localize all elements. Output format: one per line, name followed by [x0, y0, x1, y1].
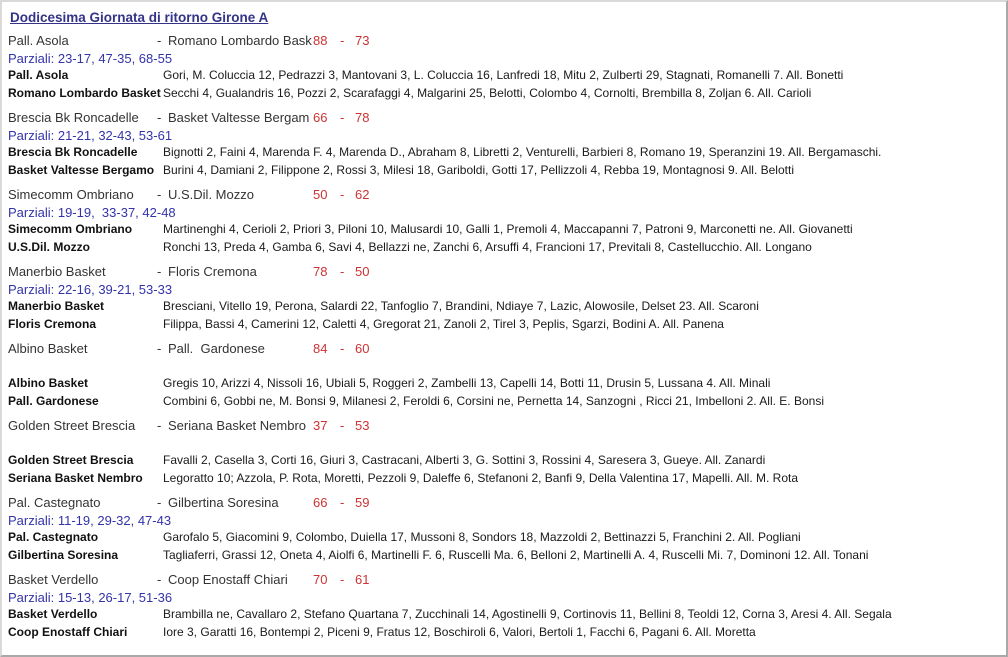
game-result-block	[8, 417, 1004, 494]
roster-away-team-name: Romano Lombardo Basket	[8, 86, 161, 100]
roster-home-team-name: Manerbio Basket	[8, 299, 105, 313]
partials-text: Parziali: 19-19, 33-37, 42-48	[8, 205, 176, 220]
roster-home-players: Gregis 10, Arizzi 4, Nissoli 16, Ubiali 5, Roggeri 2, Zambelli 13, Capelli 14, Botti 11, Drusin 5, Lussana 4. All. Minali	[163, 376, 771, 390]
away-team-name: Coop Enostaff Chiari	[168, 572, 288, 587]
game-result-block	[8, 571, 1004, 648]
roster-home-team-name: Golden Street Brescia	[8, 453, 134, 467]
away-roster-row	[8, 162, 1004, 179]
partials-row	[8, 358, 1004, 375]
team-separator-dash: -	[157, 495, 162, 510]
home-team-name: Manerbio Basket	[8, 264, 106, 279]
partials-text: Parziali: 22-16, 39-21, 53-33	[8, 282, 173, 297]
home-team-name: Albino Basket	[8, 341, 88, 356]
game-result-block	[8, 263, 1004, 340]
home-team-name: Basket Verdello	[8, 572, 99, 587]
partials-row	[8, 50, 1004, 67]
fixture-row	[8, 263, 1004, 280]
roster-home-players: Garofalo 5, Giacomini 9, Colombo, Duiella 17, Mussoni 8, Sondors 18, Mazzoldi 2, Bettinazzi 5, Franchini 2. All. Pogliani	[163, 530, 801, 544]
roster-away-players: Legoratto 10; Azzola, P. Rota, Moretti, Pezzoli 9, Daleffe 6, Stefanoni 2, Banfi 9, Della Valentina 17, Mapelli. All. M. Rota	[163, 471, 799, 485]
score-separator-dash: -	[340, 418, 345, 433]
roster-home-team-name: Basket Verdello	[8, 607, 98, 621]
fixture-row	[8, 109, 1004, 126]
partials-text: Parziali: 23-17, 47-35, 68-55	[8, 51, 173, 66]
home-score: 78	[313, 264, 328, 279]
team-separator-dash: -	[157, 341, 162, 356]
home-roster-row	[8, 298, 1004, 315]
score-separator-dash: -	[340, 187, 345, 202]
away-team-name: Floris Cremona	[168, 264, 257, 279]
home-team-name: Golden Street Brescia	[8, 418, 136, 433]
home-score: 66	[313, 110, 328, 125]
roster-away-team-name: Basket Valtesse Bergamo	[8, 163, 155, 177]
partials-text: Parziali: 11-19, 29-32, 47-43	[8, 513, 172, 528]
game-result-block	[8, 494, 1004, 571]
away-score: 53	[355, 418, 370, 433]
away-roster-row	[8, 239, 1004, 256]
away-roster-row	[8, 85, 1004, 102]
team-separator-dash: -	[157, 418, 162, 433]
home-score: 88	[313, 33, 328, 48]
home-score: 37	[313, 418, 328, 433]
team-separator-dash: -	[157, 187, 162, 202]
roster-away-team-name: Pall. Gardonese	[8, 394, 99, 408]
game-result-block	[8, 32, 1004, 109]
away-score: 61	[355, 572, 370, 587]
home-roster-row	[8, 452, 1004, 469]
away-roster-row	[8, 547, 1004, 564]
roster-home-players: Bignotti 2, Faini 4, Marenda F. 4, Marenda D., Abraham 8, Libretti 2, Venturelli, Barbieri 8, Romano 19, Speranzini 19. All. Bergamaschi.	[163, 145, 882, 159]
round-title[interactable]: Dodicesima Giornata di ritorno Girone A	[10, 10, 269, 25]
home-score: 70	[313, 572, 328, 587]
away-team-name: Romano Lombardo Bask	[168, 33, 312, 48]
home-roster-row	[8, 221, 1004, 238]
score-separator-dash: -	[340, 264, 345, 279]
roster-home-players: Favalli 2, Casella 3, Corti 16, Giuri 3, Castracani, Alberti 3, G. Sottini 3, Rossini 4, Saresera 3, Gueye. All. Zanardi	[163, 453, 766, 467]
away-score: 59	[355, 495, 370, 510]
fixture-row	[8, 340, 1004, 357]
partials-row	[8, 281, 1004, 298]
team-separator-dash: -	[157, 572, 162, 587]
away-team-name: Pall. Gardonese	[168, 341, 265, 356]
roster-away-team-name: Floris Cremona	[8, 317, 97, 331]
home-team-name: Pal. Castegnato	[8, 495, 101, 510]
home-roster-row	[8, 375, 1004, 392]
away-score: 62	[355, 187, 370, 202]
score-separator-dash: -	[340, 341, 345, 356]
score-separator-dash: -	[340, 110, 345, 125]
away-roster-row	[8, 316, 1004, 333]
home-team-name: Simecomm Ombriano	[8, 187, 134, 202]
team-separator-dash: -	[157, 33, 162, 48]
partials-text: Parziali: 15-13, 26-17, 51-36	[8, 590, 173, 605]
away-team-name: U.S.Dil. Mozzo	[168, 187, 254, 202]
fixture-row	[8, 571, 1004, 588]
roster-away-team-name: U.S.Dil. Mozzo	[8, 240, 90, 254]
roster-home-players: Bresciani, Vitello 19, Perona, Salardi 22, Tanfoglio 7, Brandini, Ndiaye 7, Lazic, Alowosile, Delset 23. All. Scaroni	[163, 299, 759, 313]
roster-home-team-name: Pal. Castegnato	[8, 530, 99, 544]
away-roster-row	[8, 393, 1004, 410]
game-result-block	[8, 340, 1004, 417]
home-team-name: Brescia Bk Roncadelle	[8, 110, 139, 125]
team-separator-dash: -	[157, 110, 162, 125]
roster-away-players: Burini 4, Damiani 2, Filippone 2, Rossi 3, Milesi 18, Gariboldi, Gotti 17, Pellizzoli 4, Rebba 19, Montagnosi 9. All. Belotti	[163, 163, 794, 177]
score-separator-dash: -	[340, 495, 345, 510]
roster-home-players: Martinenghi 4, Cerioli 2, Priori 3, Piloni 10, Malusardi 10, Galli 1, Premoli 4, Maccapanni 7, Patroni 9, Marconetti ne. All. Giovanetti	[163, 222, 853, 236]
away-roster-row	[8, 624, 1004, 641]
roster-away-players: Filippa, Bassi 4, Camerini 12, Caletti 4, Gregorat 21, Zanoli 2, Tirel 3, Peplis, Sgarzi, Bodini A. All. Panena	[163, 317, 724, 331]
away-score: 50	[355, 264, 370, 279]
partials-row	[8, 204, 1004, 221]
home-team-name: Pall. Asola	[8, 33, 69, 48]
partials-row	[8, 127, 1004, 144]
partials-row	[8, 589, 1004, 606]
home-score: 50	[313, 187, 328, 202]
home-score: 66	[313, 495, 328, 510]
fixture-row	[8, 32, 1004, 49]
roster-home-players: Brambilla ne, Cavallaro 2, Stefano Quartana 7, Zucchinali 14, Agostinelli 9, Cortinovis 11, Bellini 8, Teoldi 12, Corna 3, Aresi 4. All. Segala	[163, 607, 892, 621]
away-team-name: Basket Valtesse Bergam	[168, 110, 310, 125]
roster-home-players: Gori, M. Coluccia 12, Pedrazzi 3, Mantovani 3, L. Coluccia 16, Lanfredi 18, Mitu 2, Zulberti 29, Stagnati, Romanelli 7. All. Bonetti	[163, 68, 844, 82]
game-result-block	[8, 109, 1004, 186]
away-roster-row	[8, 470, 1004, 487]
roster-away-team-name: Coop Enostaff Chiari	[8, 625, 128, 639]
home-score: 84	[313, 341, 328, 356]
roster-away-team-name: Gilbertina Soresina	[8, 548, 119, 562]
roster-home-team-name: Pall. Asola	[8, 68, 69, 82]
roster-away-players: Ronchi 13, Preda 4, Gamba 6, Savi 4, Bellazzi ne, Zanchi 6, Arsuffi 4, Francioni 17, Previtali 8, Castellucchio. All. Longano	[163, 240, 812, 254]
partials-row	[8, 435, 1004, 452]
roster-home-team-name: Albino Basket	[8, 376, 89, 390]
score-separator-dash: -	[340, 572, 345, 587]
home-roster-row	[8, 67, 1004, 84]
partials-row	[8, 512, 1004, 529]
away-team-name: Gilbertina Soresina	[168, 495, 279, 510]
roster-away-players: Secchi 4, Gualandris 16, Pozzi 2, Scarafaggi 4, Malgarini 25, Belotti, Colombo 4, Cornolti, Brembilla 8, Zoljan 6. All. Carioli	[163, 86, 812, 100]
away-score: 60	[355, 341, 370, 356]
home-roster-row	[8, 529, 1004, 546]
results-list	[8, 32, 1004, 648]
roster-home-team-name: Simecomm Ombriano	[8, 222, 133, 236]
fixture-row	[8, 186, 1004, 203]
home-roster-row	[8, 144, 1004, 161]
partials-text: Parziali: 21-21, 32-43, 53-61	[8, 128, 173, 143]
game-result-block	[8, 186, 1004, 263]
fixture-row	[8, 417, 1004, 434]
roster-away-players: Iore 3, Garatti 16, Bontempi 2, Piceni 9, Fratus 12, Boschiroli 6, Valori, Bertoli 1, Facchi 6, Pagani 6. All. Moretta	[163, 625, 756, 639]
roster-home-team-name: Brescia Bk Roncadelle	[8, 145, 138, 159]
team-separator-dash: -	[157, 264, 162, 279]
roster-away-players: Combini 6, Gobbi ne, M. Bonsi 9, Milanesi 2, Feroldi 6, Corsini ne, Pernetta 14, Sanzogni , Ricci 21, Imbelloni 2. All. E. Bonsi	[163, 394, 824, 408]
score-separator-dash: -	[340, 33, 345, 48]
away-score: 73	[355, 33, 370, 48]
away-score: 78	[355, 110, 370, 125]
roster-away-team-name: Seriana Basket Nembro	[8, 471, 143, 485]
fixture-row	[8, 494, 1004, 511]
home-roster-row	[8, 606, 1004, 623]
away-team-name: Seriana Basket Nembro	[168, 418, 307, 433]
roster-away-players: Tagliaferri, Grassi 12, Oneta 4, Aiolfi 6, Martinelli F. 6, Ruscelli Ma. 6, Belloni 2, Martinelli A. 4, Ruscelli Mi. 7, Dominoni 12. All. Tonani	[163, 548, 869, 562]
